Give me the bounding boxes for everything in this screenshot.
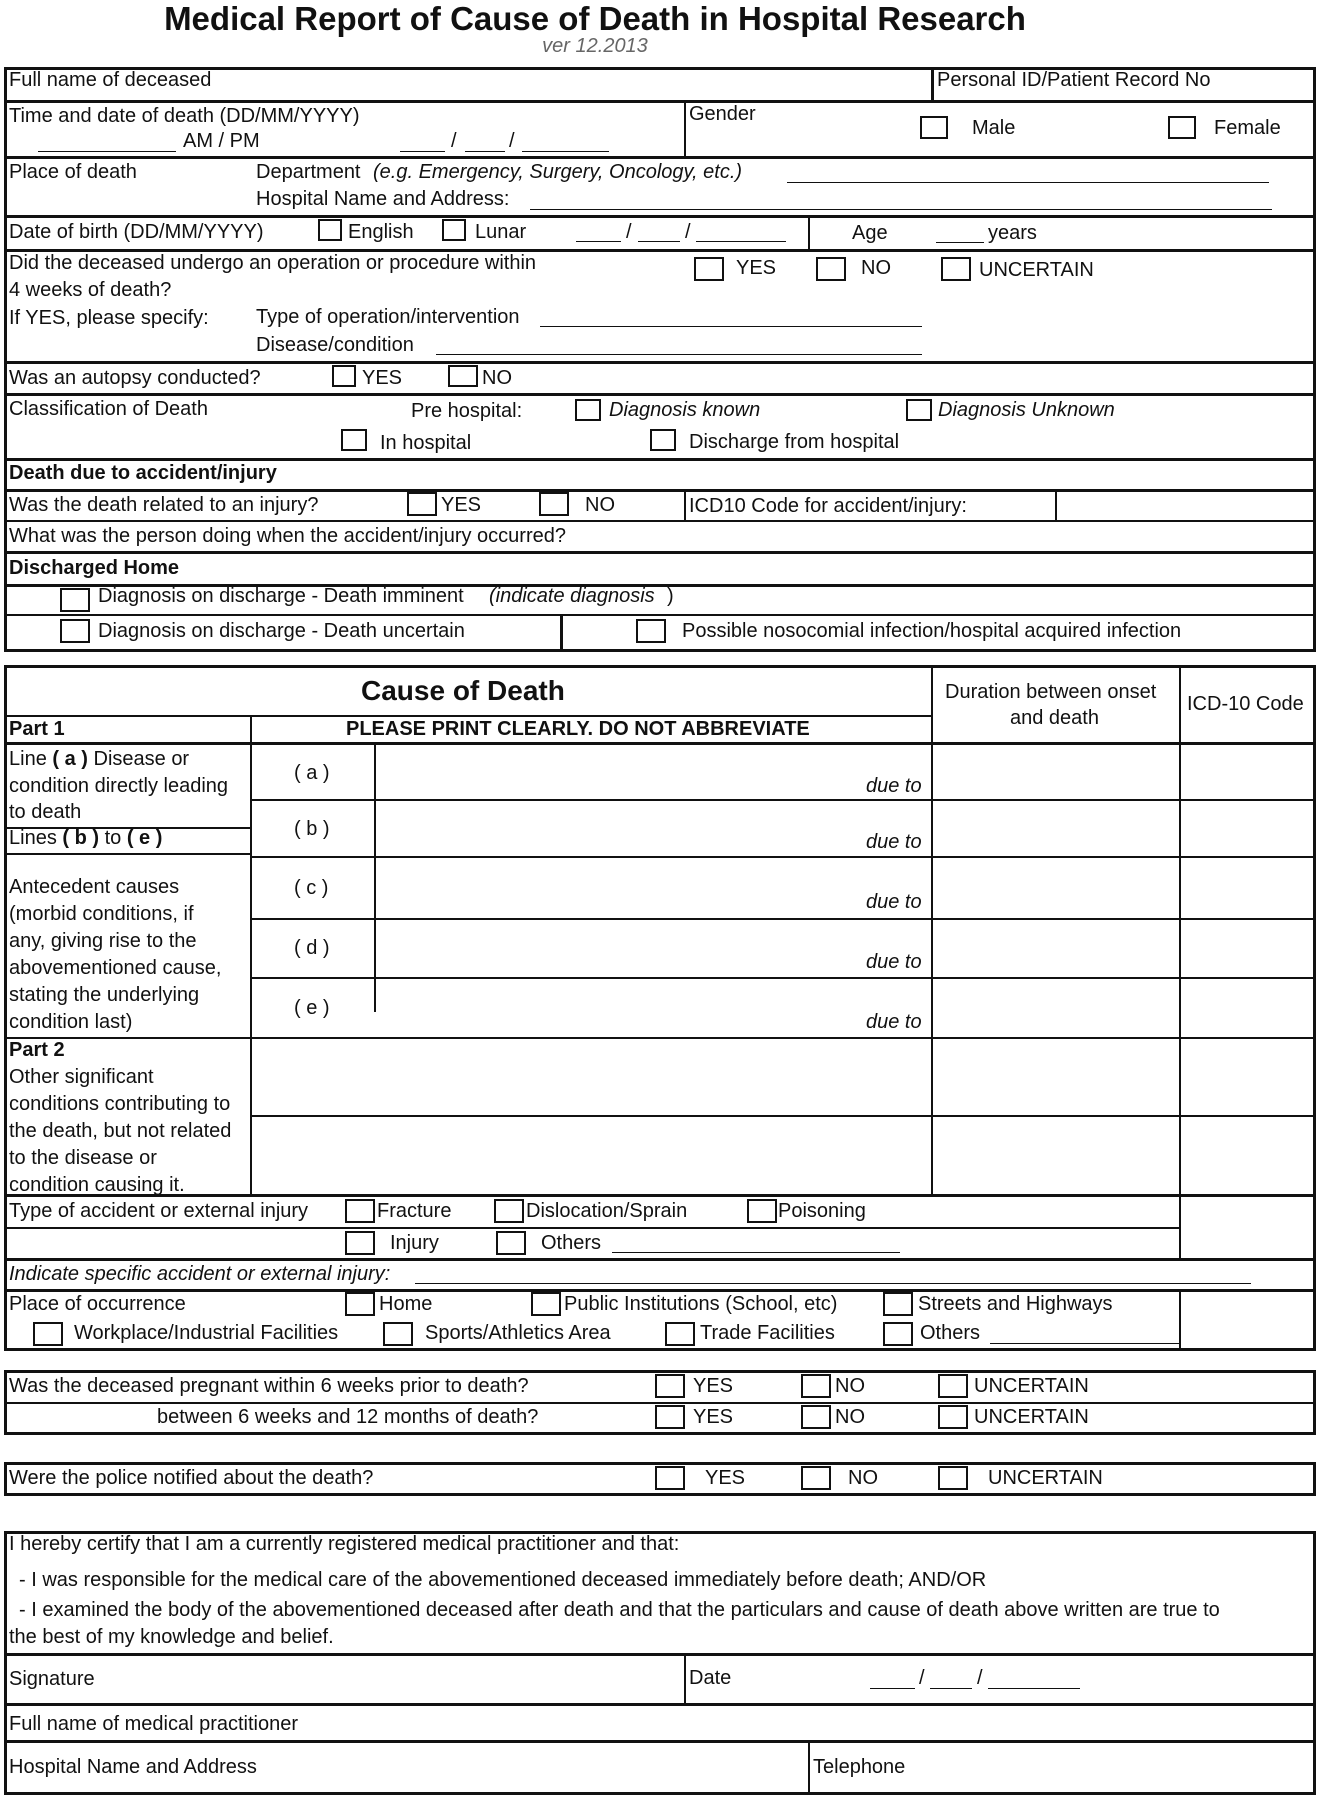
deceased-section <box>4 67 1316 652</box>
nosocomial-label: Possible nosocomial infection/hospital acquired infection <box>682 620 1182 642</box>
preg1-no-checkbox[interactable] <box>801 1374 831 1398</box>
imminent-checkbox[interactable] <box>60 588 90 612</box>
lunar-label: Lunar <box>475 221 527 243</box>
line-a-post: Disease or <box>93 748 190 770</box>
age-field[interactable] <box>936 242 984 243</box>
autopsy-no-label: NO <box>482 367 512 389</box>
preg2-uncertain-checkbox[interactable] <box>938 1405 968 1429</box>
date-sep: / <box>685 221 691 243</box>
preg2-yes-label: YES <box>693 1406 734 1428</box>
part2-text-4: to the disease or <box>9 1147 157 1169</box>
page-title: Medical Report of Cause of Death in Hospital Research <box>164 0 1026 37</box>
divider <box>684 100 686 157</box>
row-divider <box>4 1703 1316 1706</box>
row-divider <box>251 856 1316 858</box>
divider <box>808 215 810 250</box>
lines-be-to: to <box>104 827 122 849</box>
ampm-label: AM / PM <box>183 130 260 152</box>
accident-icd-label: ICD10 Code for accident/injury: <box>689 495 967 517</box>
police-no-checkbox[interactable] <box>801 1466 831 1490</box>
police-no-label: NO <box>848 1467 878 1489</box>
preg1-uncertain-label: UNCERTAIN <box>974 1375 1089 1397</box>
lines-be-pre: Lines <box>9 827 57 849</box>
line-a-letter: ( a ) <box>52 748 88 770</box>
divider <box>808 1740 810 1795</box>
row-divider <box>4 1037 1316 1039</box>
signature-label[interactable]: Signature <box>9 1668 95 1690</box>
row-divider <box>251 799 1316 801</box>
operation-yes-label: YES <box>736 257 777 279</box>
police-question: Were the police notified about the death? <box>9 1467 374 1489</box>
lines-be-e: ( e ) <box>126 827 163 849</box>
preg2-no-label: NO <box>835 1406 865 1428</box>
date-sep: / <box>451 130 457 152</box>
operation-disease-field[interactable] <box>436 354 922 355</box>
accident-no-label: NO <box>585 494 615 516</box>
row-divider <box>251 1115 1316 1117</box>
place-of-death-label: Place of death <box>9 161 137 183</box>
lunar-checkbox[interactable] <box>442 219 466 241</box>
row-divider <box>4 1258 1316 1261</box>
discharge-checkbox[interactable] <box>650 429 676 451</box>
line-a-pre: Line <box>9 748 47 770</box>
practitioner-label[interactable]: Full name of medical practitioner <box>9 1713 299 1735</box>
poisoning-label: Poisoning <box>778 1200 866 1222</box>
accident-yes-checkbox[interactable] <box>407 492 437 516</box>
operation-type-field[interactable] <box>540 326 922 327</box>
row-divider <box>4 458 1316 461</box>
autopsy-no-checkbox[interactable] <box>448 365 478 387</box>
public-label: Public Institutions (School, etc) <box>564 1293 838 1315</box>
cert-date-dd-field[interactable] <box>870 1688 915 1689</box>
occurrence-others-checkbox[interactable] <box>883 1322 913 1346</box>
full-name-label: Full name of deceased <box>9 69 212 91</box>
line-a-text-3: to death <box>9 801 82 823</box>
dob-dd-field[interactable] <box>576 241 621 242</box>
part2-text-2: conditions contributing to <box>9 1093 231 1115</box>
discharged-heading: Discharged Home <box>9 557 180 579</box>
uncertain-discharge-checkbox[interactable] <box>60 619 90 643</box>
row-divider <box>4 520 1316 522</box>
preg1-no-label: NO <box>835 1375 865 1397</box>
certify-bullet-2a: - I examined the body of the abovementioned deceased after death and that the particulars and cause of death above written are true to <box>19 1599 1220 1621</box>
cause-of-death-section <box>4 665 1316 1351</box>
antecedent-1: Antecedent causes <box>9 876 180 898</box>
autopsy-question: Was an autopsy conducted? <box>9 367 261 389</box>
row-divider <box>4 1402 1316 1404</box>
version-label: ver 12.2013 <box>542 35 648 57</box>
workplace-label: Workplace/Industrial Facilities <box>74 1322 339 1344</box>
line-a-text-2: condition directly leading <box>9 775 229 797</box>
dislocation-checkbox[interactable] <box>494 1199 524 1223</box>
date-mm-field[interactable] <box>465 151 505 152</box>
icd-header: ICD-10 Code <box>1187 693 1304 715</box>
classification-label: Classification of Death <box>9 398 208 420</box>
police-uncertain-checkbox[interactable] <box>938 1466 968 1490</box>
home-checkbox[interactable] <box>345 1292 375 1316</box>
certify-intro: I hereby certify that I am a currently registered medical practitioner and that: <box>9 1533 680 1555</box>
fracture-label: Fracture <box>377 1200 452 1222</box>
part2-text-3: the death, but not related <box>9 1120 232 1142</box>
row-divider <box>4 853 251 855</box>
female-label: Female <box>1214 117 1281 139</box>
date-dd-field[interactable] <box>400 151 445 152</box>
part2-text-5: condition causing it. <box>9 1174 185 1196</box>
row-divider <box>4 1227 1180 1229</box>
personal-id-label[interactable]: Personal ID/Patient Record No <box>937 69 1211 91</box>
cert-date-yyyy-field[interactable] <box>988 1688 1080 1689</box>
female-checkbox[interactable] <box>1168 116 1196 139</box>
row-divider <box>251 918 1316 920</box>
police-uncertain-label: UNCERTAIN <box>988 1467 1103 1489</box>
injury-others-label: Others <box>541 1232 602 1254</box>
fracture-checkbox[interactable] <box>345 1199 375 1223</box>
date-sep: / <box>509 130 515 152</box>
time-field[interactable] <box>38 151 176 152</box>
row-divider <box>4 156 1316 159</box>
operation-yes-checkbox[interactable] <box>694 257 724 281</box>
specific-injury-field[interactable] <box>415 1283 1251 1284</box>
divider <box>250 715 252 1194</box>
accident-no-checkbox[interactable] <box>539 492 569 516</box>
department-hint: (e.g. Emergency, Surgery, Oncology, etc.) <box>373 161 743 183</box>
accident-yes-label: YES <box>441 494 482 516</box>
divider <box>1055 489 1057 521</box>
operation-question-2: 4 weeks of death? <box>9 279 172 301</box>
dob-label: Date of birth (DD/MM/YYYY) <box>9 221 264 243</box>
divider <box>560 614 563 650</box>
diagnosis-known-label: Diagnosis known <box>609 399 761 421</box>
hospital-label: Hospital Name and Address: <box>256 188 510 210</box>
discharge-label: Discharge from hospital <box>689 431 900 453</box>
preg1-yes-label: YES <box>693 1375 734 1397</box>
row-a-label: ( a ) <box>294 762 330 784</box>
operation-no-label: NO <box>861 257 891 279</box>
preg1-uncertain-checkbox[interactable] <box>938 1374 968 1398</box>
diagnosis-known-checkbox[interactable] <box>575 399 601 421</box>
nosocomial-checkbox[interactable] <box>636 619 666 643</box>
divider <box>374 742 376 1012</box>
operation-disease-label: Disease/condition <box>256 334 414 356</box>
lines-be-label <box>9 827 162 849</box>
specific-injury-label: Indicate specific accident or external injury: <box>9 1263 391 1285</box>
workplace-checkbox[interactable] <box>33 1322 63 1346</box>
row-d-label: ( d ) <box>294 937 330 959</box>
dislocation-label: Dislocation/Sprain <box>526 1200 688 1222</box>
date-sep: / <box>919 1667 925 1689</box>
accident-question: Was the death related to an injury? <box>9 494 319 516</box>
police-yes-label: YES <box>705 1467 746 1489</box>
part2-label: Part 2 <box>9 1039 65 1061</box>
antecedent-2: (morbid conditions, if <box>9 903 194 925</box>
cert-date-label: Date <box>689 1667 732 1689</box>
row-divider <box>4 551 1316 554</box>
operation-no-checkbox[interactable] <box>816 257 846 281</box>
police-yes-checkbox[interactable] <box>655 1466 685 1490</box>
row-divider <box>4 489 1316 492</box>
cert-date-mm-field[interactable] <box>930 1688 972 1689</box>
uncertain-discharge-label: Diagnosis on discharge - Death uncertain <box>98 620 465 642</box>
english-checkbox[interactable] <box>318 219 342 241</box>
preg2-yes-checkbox[interactable] <box>655 1405 685 1429</box>
row-divider <box>4 1289 1316 1292</box>
age-label: Age <box>852 222 888 244</box>
dob-yyyy-field[interactable] <box>696 241 786 242</box>
antecedent-6: condition last) <box>9 1011 133 1033</box>
row-divider <box>4 1740 1316 1743</box>
operation-question: Did the deceased undergo an operation or procedure within <box>9 252 537 274</box>
diagnosis-unknown-label: Diagnosis Unknown <box>938 399 1115 421</box>
lines-be-b: ( b ) <box>62 827 100 849</box>
divider <box>931 67 934 101</box>
date-sep: / <box>626 221 632 243</box>
row-divider <box>4 361 1316 364</box>
cert-hospital-label[interactable]: Hospital Name and Address <box>9 1756 257 1778</box>
row-divider <box>4 1653 1316 1656</box>
cause-title: Cause of Death <box>361 675 565 706</box>
poisoning-checkbox[interactable] <box>747 1199 777 1223</box>
imminent-label: Diagnosis on discharge - Death imminent <box>98 585 464 607</box>
male-label: Male <box>972 117 1016 139</box>
divider <box>1179 1289 1181 1349</box>
sports-checkbox[interactable] <box>383 1322 413 1346</box>
row-divider <box>4 614 1316 616</box>
row-e-due-to: due to <box>866 1011 922 1033</box>
occurrence-others-label: Others <box>920 1322 981 1344</box>
dob-mm-field[interactable] <box>638 241 680 242</box>
injury-others-field[interactable] <box>612 1252 900 1253</box>
pregnancy-q2: between 6 weeks and 12 months of death? <box>157 1406 539 1428</box>
injury-label: Injury <box>390 1232 439 1254</box>
sports-label: Sports/Athletics Area <box>425 1322 611 1344</box>
department-field[interactable] <box>787 182 1269 183</box>
autopsy-yes-checkbox[interactable] <box>332 365 356 387</box>
imminent-hint: (indicate diagnosis <box>489 585 655 607</box>
operation-specify-label: If YES, please specify: <box>9 307 209 329</box>
antecedent-3: any, giving rise to the <box>9 930 197 952</box>
row-divider <box>4 715 932 717</box>
accident-heading: Death due to accident/injury <box>9 462 277 484</box>
streets-checkbox[interactable] <box>883 1292 913 1316</box>
row-divider <box>4 742 1316 745</box>
divider <box>684 489 686 521</box>
in-hospital-checkbox[interactable] <box>341 429 367 451</box>
antecedent-5: stating the underlying <box>9 984 200 1006</box>
years-label: years <box>988 222 1037 244</box>
antecedent-4: abovementioned cause, <box>9 957 222 979</box>
row-divider <box>4 215 1316 218</box>
english-label: English <box>348 221 414 243</box>
time-date-label: Time and date of death (DD/MM/YYYY) <box>9 105 360 127</box>
row-divider <box>4 1194 1316 1197</box>
trade-checkbox[interactable] <box>665 1322 695 1346</box>
preg2-uncertain-label: UNCERTAIN <box>974 1406 1089 1428</box>
row-a-due-to: due to <box>866 775 922 797</box>
duration-header-1: Duration between onset <box>945 681 1157 703</box>
operation-type-label: Type of operation/intervention <box>256 306 520 328</box>
row-d-due-to: due to <box>866 951 922 973</box>
row-divider <box>251 977 1316 979</box>
line-a-label <box>9 748 189 770</box>
row-divider <box>4 393 1316 396</box>
imminent-close: ) <box>667 585 674 607</box>
accident-doing-label[interactable]: What was the person doing when the accident/injury occurred? <box>9 525 566 547</box>
injury-others-checkbox[interactable] <box>496 1231 526 1255</box>
part1-label: Part 1 <box>9 718 65 740</box>
home-label: Home <box>379 1293 433 1315</box>
occurrence-others-field[interactable] <box>990 1343 1180 1344</box>
streets-label: Streets and Highways <box>918 1293 1113 1315</box>
date-sep: / <box>977 1667 983 1689</box>
row-b-due-to: due to <box>866 831 922 853</box>
duration-header-2: and death <box>1010 707 1099 729</box>
gender-label: Gender <box>689 103 756 125</box>
divider <box>684 1653 686 1704</box>
department-label: Department <box>256 161 361 183</box>
certify-bullet-2b: the best of my knowledge and belief. <box>9 1626 334 1648</box>
date-yyyy-field[interactable] <box>522 151 609 152</box>
certify-bullet-1: - I was responsible for the medical care of the abovementioned deceased immediately before death; AND/OR <box>19 1569 987 1591</box>
row-b-label: ( b ) <box>294 818 330 840</box>
operation-uncertain-label: UNCERTAIN <box>979 259 1094 281</box>
hospital-field[interactable] <box>530 209 1272 210</box>
male-checkbox[interactable] <box>920 116 948 139</box>
row-e-label: ( e ) <box>294 997 330 1019</box>
pre-hospital-label: Pre hospital: <box>411 400 523 422</box>
injury-type-label: Type of accident or external injury <box>9 1200 309 1222</box>
injury-checkbox[interactable] <box>345 1231 375 1255</box>
row-c-label: ( c ) <box>294 877 329 899</box>
telephone-label[interactable]: Telephone <box>813 1756 906 1778</box>
preg1-yes-checkbox[interactable] <box>655 1374 685 1398</box>
row-divider <box>4 100 1316 103</box>
pregnancy-q1: Was the deceased pregnant within 6 weeks prior to death? <box>9 1375 529 1397</box>
in-hospital-label: In hospital <box>380 432 472 454</box>
operation-uncertain-checkbox[interactable] <box>941 257 971 281</box>
preg2-no-checkbox[interactable] <box>801 1405 831 1429</box>
row-c-due-to: due to <box>866 891 922 913</box>
diagnosis-unknown-checkbox[interactable] <box>906 399 932 421</box>
autopsy-yes-label: YES <box>362 367 403 389</box>
occurrence-label: Place of occurrence <box>9 1293 186 1315</box>
print-clearly-label: PLEASE PRINT CLEARLY. DO NOT ABBREVIATE <box>346 718 810 740</box>
trade-label: Trade Facilities <box>700 1322 835 1344</box>
part2-text-1: Other significant <box>9 1066 154 1088</box>
public-checkbox[interactable] <box>531 1292 561 1316</box>
